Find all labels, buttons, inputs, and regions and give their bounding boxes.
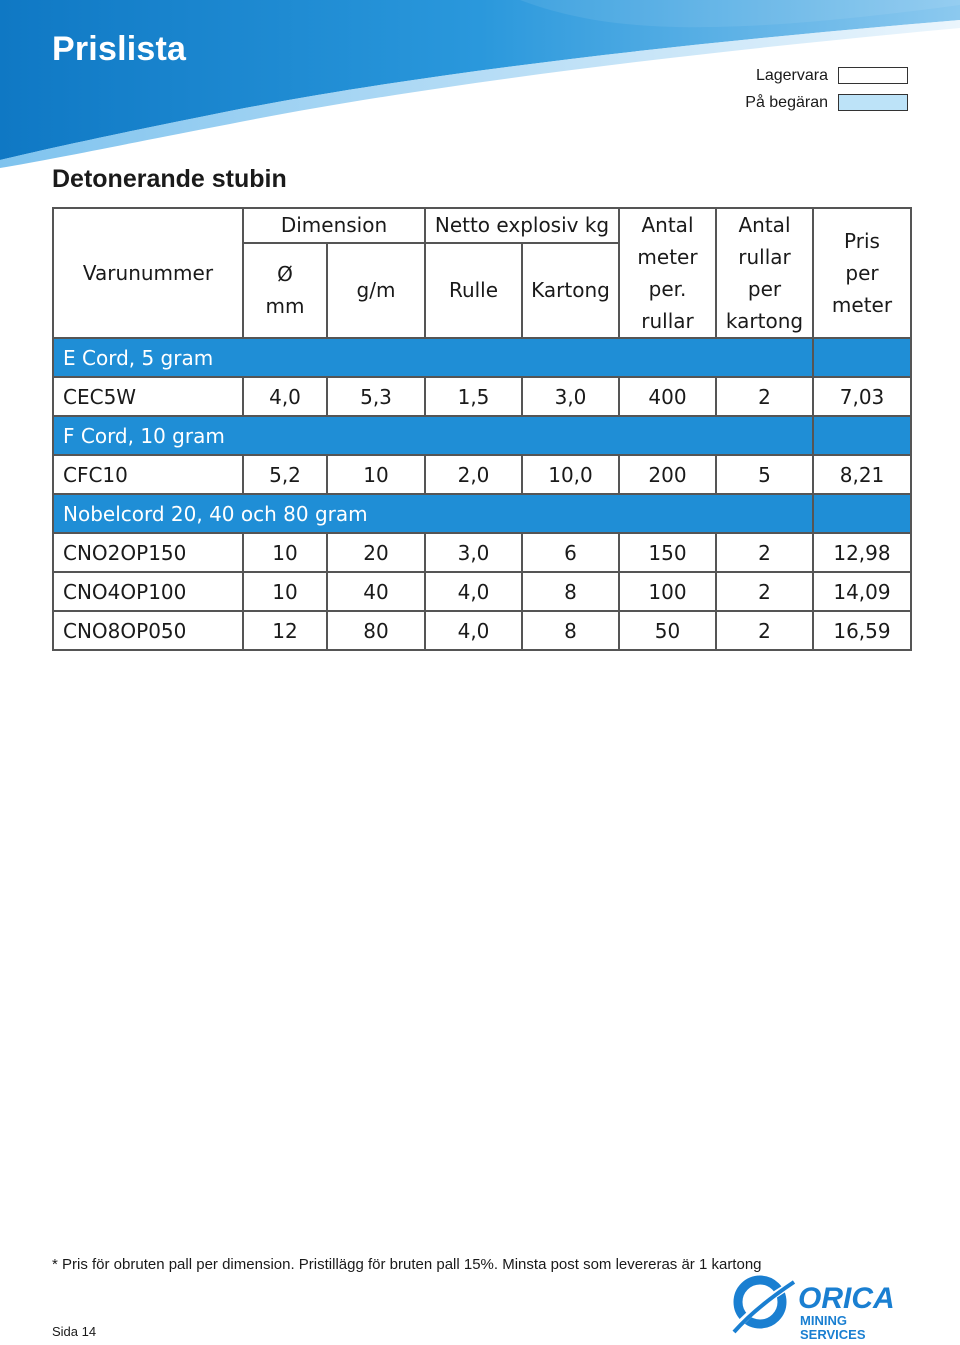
cell-meter: 150 xyxy=(619,533,716,572)
col-header-antal-meter-line: per. xyxy=(648,277,687,301)
cell-gm: 10 xyxy=(327,455,425,494)
col-header-antal-rullar xyxy=(716,208,813,338)
col-header-antal-rullar-line: rullar xyxy=(738,245,791,269)
cell-kartong: 3,0 xyxy=(522,377,619,416)
table-body xyxy=(53,338,911,650)
cell-rullar: 2 xyxy=(716,611,813,650)
col-header-diameter-symbol: Ø xyxy=(277,262,293,287)
logo-word-services: SERVICES xyxy=(800,1327,866,1340)
cell-kartong: 8 xyxy=(522,572,619,611)
cell-pris: 12,98 xyxy=(813,533,911,572)
col-header-diameter xyxy=(243,243,327,338)
cell-meter: 400 xyxy=(619,377,716,416)
cell-gm: 20 xyxy=(327,533,425,572)
cell-pris: 7,03 xyxy=(813,377,911,416)
section-title: Detonerande stubin xyxy=(52,165,287,193)
col-header-rulle: Rulle xyxy=(425,243,522,338)
cell-rulle: 2,0 xyxy=(425,455,522,494)
group-label: F Cord, 10 gram xyxy=(53,416,813,455)
cell-rullar: 2 xyxy=(716,533,813,572)
header-row xyxy=(53,208,911,243)
group-label: Nobelcord 20, 40 och 80 gram xyxy=(53,494,813,533)
cell-diameter: 12 xyxy=(243,611,327,650)
cell-rulle: 4,0 xyxy=(425,611,522,650)
price-table xyxy=(52,207,912,651)
cell-rullar: 5 xyxy=(716,455,813,494)
cell-rullar: 2 xyxy=(716,377,813,416)
table-row xyxy=(53,455,911,494)
group-price-cell xyxy=(813,494,911,533)
legend-item-pa-begaran xyxy=(745,89,908,116)
group-label: E Cord, 5 gram xyxy=(53,338,813,377)
cell-rulle: 4,0 xyxy=(425,572,522,611)
legend-label-pa-begaran: På begäran xyxy=(745,93,828,111)
group-price-cell xyxy=(813,338,911,377)
legend-label-lagervara: Lagervara xyxy=(755,66,828,84)
legend-swatch-lagervara xyxy=(838,67,908,84)
cell-kartong: 10,0 xyxy=(522,455,619,494)
col-header-antal-rullar-line: per xyxy=(747,277,782,301)
table-row xyxy=(53,611,911,650)
orica-logo xyxy=(730,1270,910,1340)
cell-code: CFC10 xyxy=(53,455,243,494)
col-header-antal-meter-line: rullar xyxy=(641,309,694,333)
cell-gm: 80 xyxy=(327,611,425,650)
cell-diameter: 10 xyxy=(243,572,327,611)
col-header-dimension: Dimension xyxy=(243,208,425,243)
cell-kartong: 6 xyxy=(522,533,619,572)
cell-gm: 40 xyxy=(327,572,425,611)
cell-code: CNO8OP050 xyxy=(53,611,243,650)
col-header-pris xyxy=(813,208,911,338)
footnote: * Pris för obruten pall per dimension. Pristillägg för bruten pall 15%. Minsta post som levereras är 1 kartong xyxy=(52,1256,762,1273)
cell-pris: 14,09 xyxy=(813,572,911,611)
col-header-kartong: Kartong xyxy=(522,243,619,338)
table-row xyxy=(53,572,911,611)
col-header-gm: g/m xyxy=(327,243,425,338)
logo-word-orica: ORICA xyxy=(798,1282,895,1315)
cell-rulle: 1,5 xyxy=(425,377,522,416)
col-header-antal-meter xyxy=(619,208,716,338)
col-header-antal-meter-line: Antal xyxy=(641,213,694,237)
page-number: Sida 14 xyxy=(52,1324,97,1339)
logo-word-mining: MINING xyxy=(800,1313,847,1328)
cell-diameter: 4,0 xyxy=(243,377,327,416)
table-row xyxy=(53,377,911,416)
cell-gm: 5,3 xyxy=(327,377,425,416)
col-header-netto: Netto explosiv kg xyxy=(425,208,619,243)
cell-meter: 200 xyxy=(619,455,716,494)
col-header-diameter-unit: mm xyxy=(265,294,305,319)
cell-pris: 8,21 xyxy=(813,455,911,494)
col-header-pris-line: per xyxy=(845,261,879,285)
cell-diameter: 5,2 xyxy=(243,455,327,494)
col-header-antal-rullar-line: kartong xyxy=(725,309,804,333)
cell-kartong: 8 xyxy=(522,611,619,650)
group-row xyxy=(53,494,911,533)
table-row xyxy=(53,533,911,572)
cell-meter: 100 xyxy=(619,572,716,611)
cell-diameter: 10 xyxy=(243,533,327,572)
cell-rullar: 2 xyxy=(716,572,813,611)
legend-item-lagervara xyxy=(745,62,908,89)
group-price-cell xyxy=(813,416,911,455)
col-header-pris-line: meter xyxy=(831,293,893,317)
cell-rulle: 3,0 xyxy=(425,533,522,572)
group-row xyxy=(53,338,911,377)
cell-code: CNO2OP150 xyxy=(53,533,243,572)
legend xyxy=(745,62,908,116)
cell-meter: 50 xyxy=(619,611,716,650)
cell-code: CNO4OP100 xyxy=(53,572,243,611)
col-header-antal-rullar-line: Antal xyxy=(738,213,791,237)
legend-swatch-pa-begaran xyxy=(838,94,908,111)
col-header-varunummer: Varunummer xyxy=(53,208,243,338)
col-header-antal-meter-line: meter xyxy=(637,245,698,269)
group-row xyxy=(53,416,911,455)
orica-logo-mark-icon xyxy=(734,1280,794,1332)
page-title: Prislista xyxy=(52,30,187,68)
col-header-pris-line: Pris xyxy=(844,229,880,253)
cell-pris: 16,59 xyxy=(813,611,911,650)
cell-code: CEC5W xyxy=(53,377,243,416)
